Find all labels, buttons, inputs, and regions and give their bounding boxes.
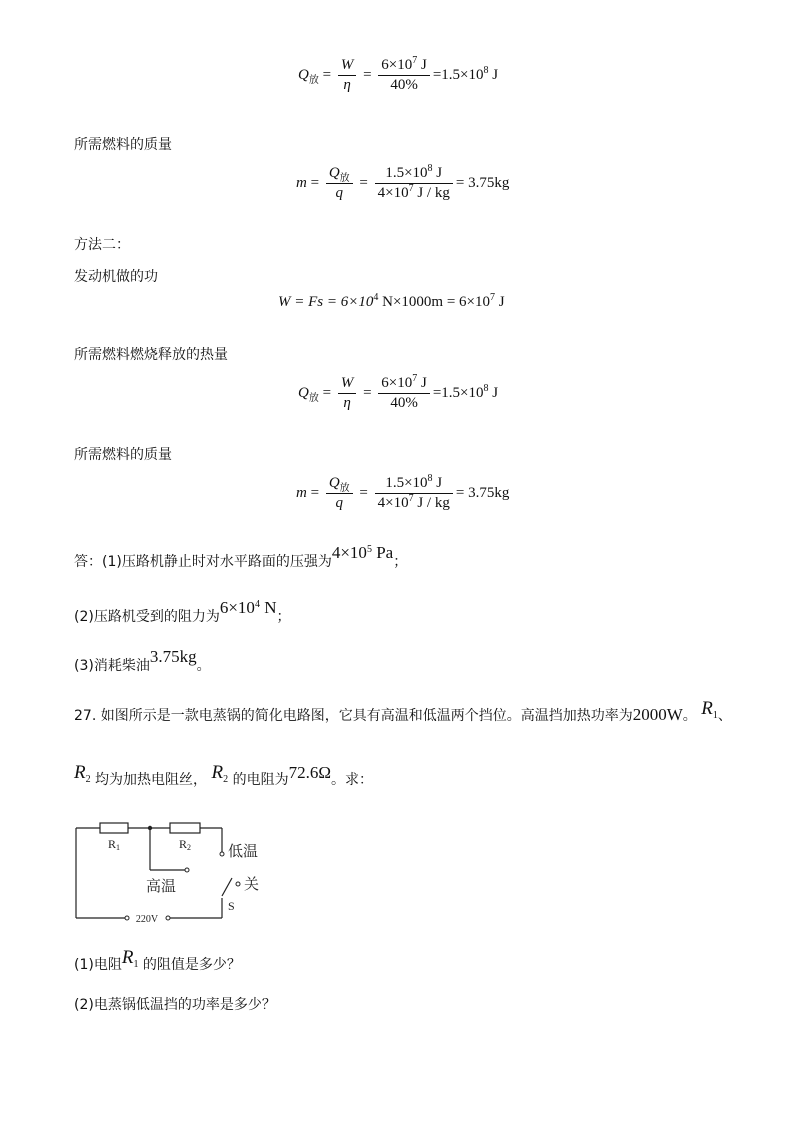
equation-heat-released-2: $Q_放$ = $\frac{W}{\eta}$ = $\frac{6\times 10^7 J}{40\%}$ $=1.5\times 10^8$ J	[298, 373, 499, 411]
answer-line-3: (3)消耗柴油3.75kg。	[74, 647, 211, 674]
junction-node	[148, 826, 152, 830]
question-27-sub-1: (1)电阻$R_1$ 的阻值是多少？	[74, 947, 241, 973]
label-r1: R1	[107, 837, 121, 852]
equation-fuel-mass-1: m = $\frac{Q_放}{q}$ = $\frac{1.5\times 10^8 J}{4\times 10^7 J / kg}$ = 3.75kg	[296, 163, 510, 201]
label-fuel-mass-1: 所需燃料的质量	[74, 137, 172, 153]
question-27-line-1: 27. 如图所示是一款电蒸锅的简化电路图，它具有高温和低温两个挡位。高温挡加热功率为2000W。 $R_1$、	[74, 698, 732, 724]
equation-heat-released-1: $Q_放$ = $\frac{W}{\eta}$ = $\frac{6\times 10^7 J}{40\%}$ $=1.5\times 10^8$ J	[298, 55, 499, 93]
label-low-temp: 低温	[228, 842, 259, 860]
answer-line-2: (2)压路机受到的阻力为$6\times 10^4$ N；	[74, 598, 291, 625]
equation-engine-work: $W = Fs = 6\times 10^4$ $N\times 1000m = 6\times 10^7$ J	[278, 292, 505, 310]
terminal-off	[236, 882, 240, 886]
label-fuel-mass-2: 所需燃料的质量	[74, 447, 172, 463]
question-27-sub-2: (2)电蒸锅低温挡的功率是多少？	[74, 997, 276, 1013]
fraction-work-over-efficiency: $\frac{6\times 10^7 J}{40\%}$	[378, 56, 430, 95]
label-high-temp: 高温	[145, 877, 176, 895]
terminal-supply-left	[125, 916, 129, 920]
terminal-low	[220, 852, 224, 856]
question-27-line-2: $R_2$ 均为加热电阻丝， $R_2$ 的电阻为72.6Ω。求：	[74, 762, 373, 788]
terminal-high	[185, 868, 189, 872]
circuit-diagram	[70, 818, 280, 930]
equation-fuel-mass-2: m = $\frac{Q_放}{q}$ = $\frac{1.5\times 10^8 J}{4\times 10^7 J / kg}$ = 3.75kg	[296, 473, 510, 511]
answer-line-1: 答：(1)压路机静止时对水平路面的压强为$4\times 10^5$ Pa；	[74, 543, 408, 570]
terminal-supply-right	[166, 916, 170, 920]
label-engine-work: 发动机做的功	[74, 269, 158, 285]
label-heat-released: 所需燃料燃烧释放的热量	[74, 347, 228, 363]
resistor-r1	[100, 823, 128, 833]
label-r2: R2	[178, 837, 192, 852]
label-switch: S	[228, 899, 235, 913]
label-off: 关	[244, 875, 260, 893]
label-voltage: 220V	[135, 914, 159, 925]
method-two-heading: 方法二：	[74, 237, 130, 253]
resistor-r2	[170, 823, 200, 833]
fraction-w-over-eta: $\frac{W}{\eta}$	[338, 56, 357, 95]
